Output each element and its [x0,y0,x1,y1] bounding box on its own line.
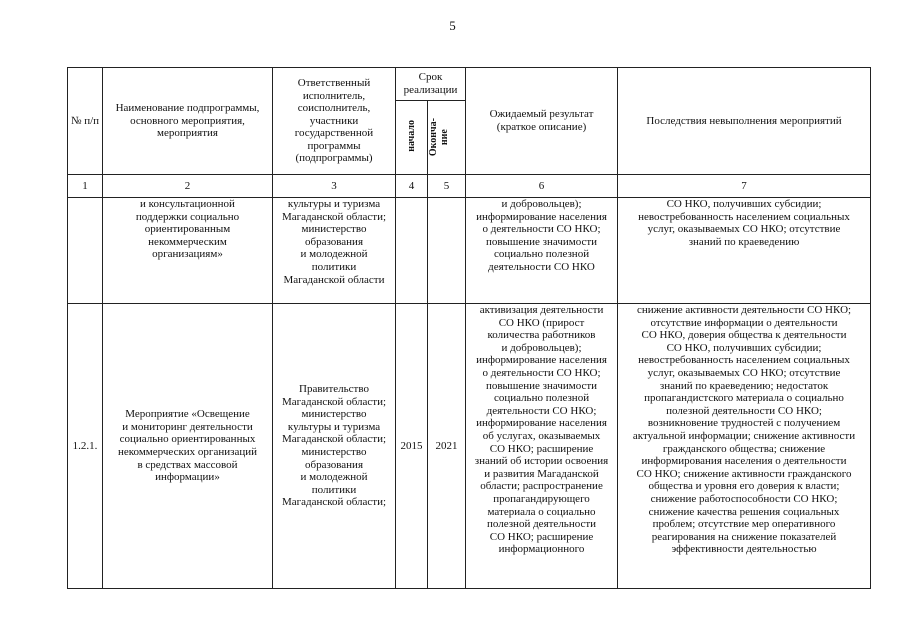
responsible-party: Правительство Магаданской области; министерство культуры и туризма Магаданской области; министерство образования и молодежной политики Магаданской области; [273,304,396,589]
expected-result: и добровольцев); информирование населения о деятельности СО НКО; повышение значимости социально полезной деятельности СО НКО [466,198,618,304]
end-year: 2021 [428,304,466,589]
row-number: 1.2.1. [68,304,103,589]
start-year [396,198,428,304]
header-number: № п/п [68,68,103,175]
program-activities-table [67,67,871,589]
header-consequences: Последствия невыполнения мероприятий [618,68,871,175]
activity-name: Мероприятие «Освещение и мониторинг деятельности социально ориентированных некоммерческих организаций в средствах массовой информации» [103,304,273,589]
column-number: 6 [466,175,618,198]
column-number: 2 [103,175,273,198]
activity-name: и консультационной поддержки социально ориентированным некоммерческим организациям» [103,198,273,304]
expected-result: активизация деятельности СО НКО (прирост количества работников и добровольцев); информирование населения о деятельности СО НКО; повышение значимости социально полезной деятельности СО НКО; информирование населения об услугах, оказываемых СО НКО; расширение знаний об истории освоения и развития Магаданской области; распространение пропагандирующего материала о социально полезной деятельности СО НКО; расширение информационного [466,304,618,589]
consequences: СО НКО, получивших субсидии; невостребованность населением социальных услуг, оказываемых СО НКО; отсутствие знаний по краеведению [618,198,871,304]
header-start: начало [396,101,428,175]
column-number: 5 [428,175,466,198]
header-end: Оконча- ние [428,101,466,175]
header-result: Ожидаемый результат (краткое описание) [466,68,618,175]
header-name: Наименование подпрограммы, основного мероприятия, мероприятия [103,68,273,175]
end-year [428,198,466,304]
header-term: Срок реализации [396,68,466,101]
responsible-party: культуры и туризма Магаданской области; министерство образования и молодежной политики Магаданской области [273,198,396,304]
page-number: 5 [449,18,456,33]
column-number: 4 [396,175,428,198]
column-number: 3 [273,175,396,198]
start-year: 2015 [396,304,428,589]
header-responsible: Ответственный исполнитель, соисполнитель, участники государственной программы (подпрограммы) [273,68,396,175]
column-number: 1 [68,175,103,198]
row-number [68,198,103,304]
table-row [68,198,871,304]
column-number: 7 [618,175,871,198]
column-number-row [68,175,871,198]
table-row [68,304,871,589]
consequences: снижение активности деятельности СО НКО; отсутствие информации о деятельности СО НКО, доверия общества к деятельности СО НКО, получивших субсидии; невостребованность населением социальных услуг, оказываемых СО НКО; отсутствие знаний по краеведению; недостаток пропагандистского материала о социально полезной деятельности СО НКО; возникновение трудностей с получением актуальной информации; снижение активности гражданского общества; снижение информирования населения о деятельности СО НКО; снижение активности гражданского общества и уровня его доверия к власти; снижение работоспособности СО НКО; снижение качества решения социальных проблем; отсутствие мер оперативного реагирования на снижение показателей эффективности деятельностью [618,304,871,589]
